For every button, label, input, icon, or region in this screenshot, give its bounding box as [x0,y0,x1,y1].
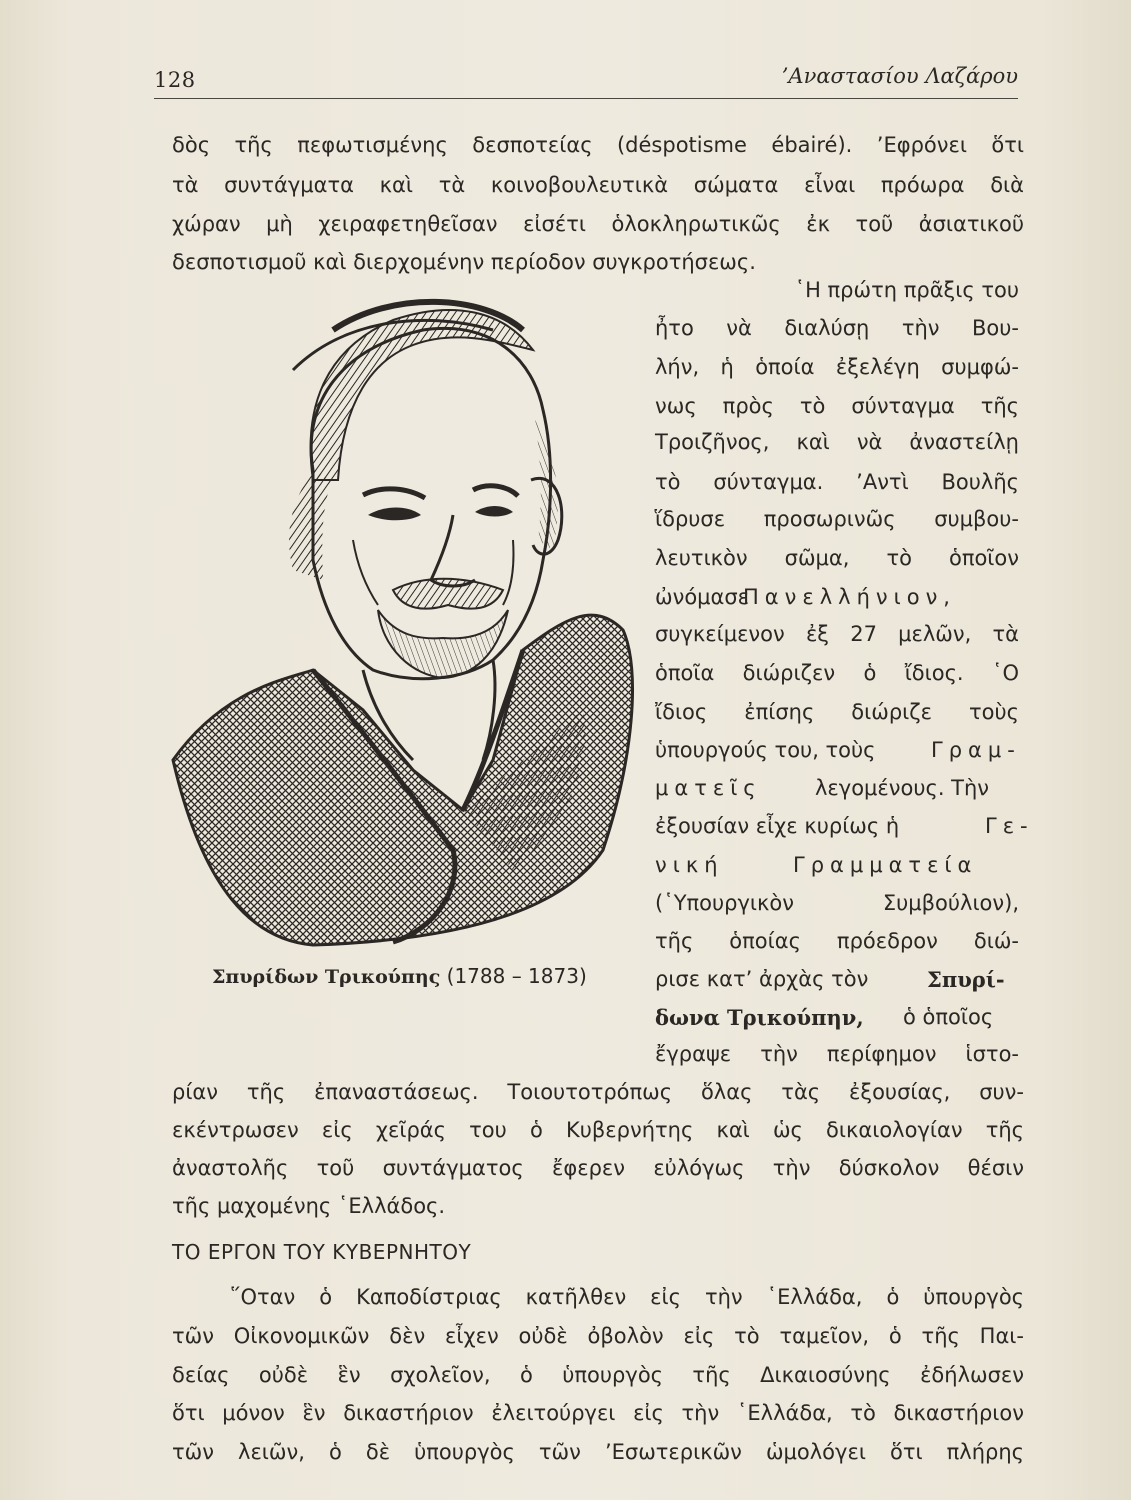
portrait-caption [212,964,587,988]
text-line: τῆς μαχομένης ῾Ελλάδος. [172,1194,446,1218]
text-line: τῆς ὁποίας πρόεδρον διώ- [655,929,1019,953]
text-line: τὰ συντάγματα καὶ τὰ κοινοβουλευτικὰ σώματα εἶναι πρόωρα διὰ [172,173,1024,197]
text-line: λευτικὸν σῶμα, τὸ ὁποῖον [655,546,1019,570]
text-line [655,778,1019,799]
text-line: δεσποτισμοῦ καὶ διερχομένην περίοδον συγκροτήσεως. [172,250,756,274]
emphasized-term: Γραμ- [931,738,1021,762]
text-span: ρισε κατ’ ἀρχὰς τὸν [655,967,869,991]
text-line: τὸ σύνταγμα. ’Αντὶ Βουλῆς [655,470,1019,494]
text-line: δὸς τῆς πεφωτισμένης δεσποτείας (déspotisme ébairé). ’Εφρόνει ὅτι [172,133,1024,157]
text-line [655,814,1034,838]
text-line [655,855,1019,876]
emphasized-term: Πανελλήνιον, [743,585,956,609]
text-line: τῶν Οἰκονομικῶν δὲν εἶχεν οὐδὲ ὀβολὸν εἰς τὸ ταμεῖον, ὁ τῆς Παι- [172,1324,1024,1348]
text-line [655,587,1019,608]
bold-name: δωνα Τρικούπην, [655,1005,864,1030]
caption-name: Σπυρίδων Τρικούπης [212,966,441,988]
text-line: Τροιζῆνος, καὶ νὰ ἀναστείλῃ [655,430,1019,454]
text-span: λεγομένους. Τὴν [815,776,990,800]
text-line: (῾Υπουργικὸν Συμβούλιον), [655,891,1019,915]
text-span: ὑπουργούς του, τοὺς [655,738,876,762]
section-title: ΤΟ ΕΡΓΟΝ ΤΟΥ ΚΥΒΕΡΝΗΤΟΥ [172,1240,472,1264]
emphasized-term: νική [655,853,724,877]
text-line: συγκείμενον ἐξ 27 μελῶν, τὰ [655,622,1019,646]
bold-name: Σπυρί- [927,967,1005,992]
text-span: ὠνόμασε [655,585,750,609]
text-line: ἦτο νὰ διαλύσῃ τὴν Βου- [655,316,1019,340]
text-line: ὅτι μόνον ἓν δικαστήριον ἐλειτούργει εἰς τὴν ῾Ελλάδα, τὸ δικαστήριον [172,1401,1024,1425]
text-line: ῞Οταν ὁ Καποδίστριας κατῆλθεν εἰς τὴν ῾Ελλάδα, ὁ ὑπουργὸς [230,1285,1024,1309]
text-line: τῶν λειῶν, ὁ δὲ ὑπουργὸς τῶν ’Εσωτερικῶν ὡμολόγει ὅτι πλήρης [172,1440,1024,1464]
text-line: ὁποῖα διώριζεν ὁ ἴδιος. ῾Ο [655,661,1019,685]
text-line [655,1007,1019,1029]
text-line: ἵδρυσε προσωρινῶς συμβου- [655,507,1019,531]
text-line: χώραν μὴ χειραφετηθεῖσαν εἰσέτι ὁλοκληρωτικῶς ἐκ τοῦ ἀσιατικοῦ [172,212,1024,236]
page-number: 128 [154,68,196,92]
text-line: ἴδιος ἐπίσης διώριζε τοὺς [655,700,1019,724]
caption-years: (1788 – 1873) [446,964,587,988]
emphasized-term: Γραμματεία [793,853,978,877]
text-line [655,740,1019,761]
text-span: ἐξουσίαν εἶχε κυρίως ἡ [655,814,900,838]
text-line: δείας οὐδὲ ἓν σχολεῖον, ὁ ὑπουργὸς τῆς Δικαιοσύνης ἐδήλωσεν [172,1363,1024,1387]
text-line: ῾Η πρώτη πρᾶξις του [794,278,1019,302]
text-line: νως πρὸς τὸ σύνταγμα τῆς [655,394,1019,418]
text-span: ὁ ὁποῖος [903,1005,994,1029]
emphasized-term: Γε- [985,814,1034,838]
text-line: εκέντρωσεν εἰς χεῖράς του ὁ Κυβερνήτης καὶ ὡς δικαιολογίαν τῆς [172,1118,1024,1142]
text-line: ἔγραψε τὴν περίφημον ἱστο- [655,1042,1019,1066]
text-line: ἀναστολῆς τοῦ συντάγματος ἔφερεν εὐλόγως τὴν δύσκολον θέσιν [172,1156,1024,1180]
portrait-illustration [163,290,643,950]
emphasized-term: ματεῖς [655,776,762,800]
running-head: ’Αναστασίου Λαζάρου [781,64,1018,88]
page-header [154,58,1018,98]
text-line: λήν, ἡ ὁποία ἐξελέγη συμφώ- [655,355,1019,379]
text-line [655,969,1019,990]
text-line: ρίαν τῆς ἐπαναστάσεως. Τοιουτοτρόπως ὅλας τὰς ἐξουσίας, συν- [172,1080,1024,1104]
header-rule [154,98,1018,99]
